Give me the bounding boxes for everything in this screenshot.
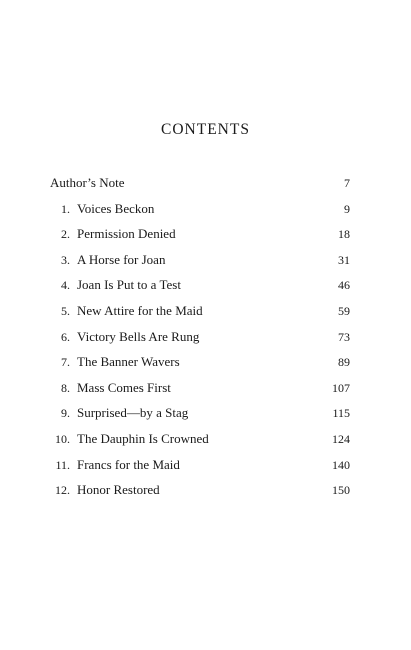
chapter-page: 59 <box>338 303 350 318</box>
chapter-title: A Horse for Joan <box>77 251 166 267</box>
toc-entry <box>50 199 350 225</box>
chapter-number: 12. <box>55 483 70 498</box>
toc-entry <box>50 352 350 378</box>
toc-entry <box>50 275 350 301</box>
chapter-title: Honor Restored <box>77 482 160 498</box>
chapter-page: 115 <box>332 406 350 421</box>
chapter-number: 7. <box>61 355 70 370</box>
chapter-number: 4. <box>61 278 70 293</box>
toc-entry-page: 7 <box>344 176 350 190</box>
toc-entry <box>50 480 350 506</box>
chapter-number: 9. <box>61 406 70 421</box>
toc-entry <box>50 378 350 404</box>
toc-entry <box>50 250 350 276</box>
chapter-title: Mass Comes First <box>77 379 171 395</box>
chapter-number: 2. <box>61 227 70 242</box>
chapter-number: 1. <box>61 201 70 216</box>
chapter-page: 31 <box>338 252 350 267</box>
chapter-number: 5. <box>61 303 70 318</box>
chapter-page: 9 <box>344 201 350 216</box>
chapter-number: 8. <box>61 380 70 395</box>
chapter-title: Voices Beckon <box>77 200 155 216</box>
table-of-contents <box>50 173 350 506</box>
chapter-title: The Dauphin Is Crowned <box>77 430 209 446</box>
chapter-number: 10. <box>55 431 70 446</box>
chapter-page: 18 <box>338 227 350 242</box>
chapter-page: 73 <box>338 329 350 344</box>
page-title: CONTENTS <box>161 121 250 138</box>
chapter-page: 46 <box>338 278 350 293</box>
toc-entry <box>50 224 350 250</box>
chapter-title: Victory Bells Are Rung <box>77 328 200 344</box>
chapter-page: 107 <box>332 380 350 395</box>
toc-entry-title: Author’s Note <box>50 175 125 190</box>
toc-entry <box>50 455 350 481</box>
chapter-page: 140 <box>332 457 350 472</box>
chapter-number: 3. <box>61 252 70 267</box>
chapter-page: 150 <box>332 483 350 498</box>
toc-entry <box>50 327 350 353</box>
chapter-number: 6. <box>61 329 70 344</box>
chapter-title: Surprised—by a Stag <box>77 405 189 421</box>
toc-entry <box>50 301 350 327</box>
chapter-title: The Banner Wavers <box>77 354 180 370</box>
chapter-number: 11. <box>55 457 70 472</box>
chapter-title: Joan Is Put to a Test <box>77 277 181 293</box>
toc-entry <box>50 403 350 429</box>
chapter-title: New Attire for the Maid <box>77 302 203 318</box>
toc-entry-authors-note <box>50 173 350 199</box>
chapter-title: Francs for the Maid <box>77 456 180 472</box>
chapter-page: 124 <box>332 431 350 446</box>
toc-entry <box>50 429 350 455</box>
chapter-title: Permission Denied <box>77 226 176 242</box>
chapter-page: 89 <box>338 355 350 370</box>
